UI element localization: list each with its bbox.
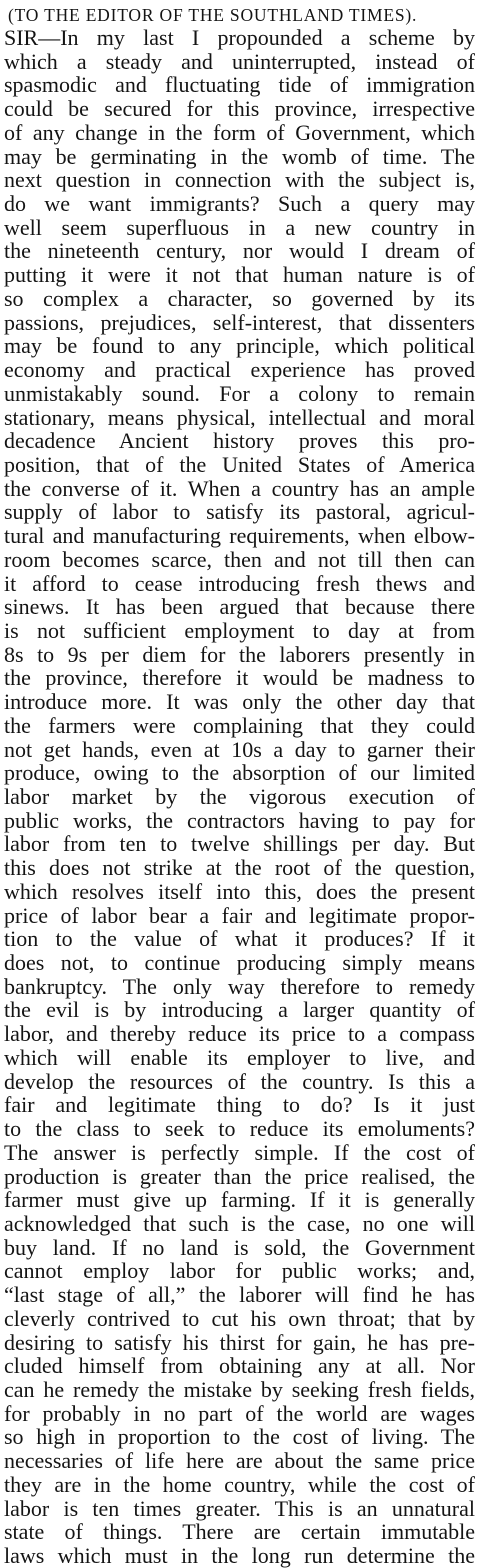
letter-body bbox=[4, 26, 475, 1568]
text-line: could be secured for this province, irrespective bbox=[4, 96, 475, 122]
text-line: cleverly contrived to cut his own throat; that by bbox=[4, 1305, 475, 1331]
text-line: fair and legitimate thing to do? Is it just bbox=[4, 1092, 475, 1118]
text-line: “last stage of all,” the laborer will find he has bbox=[4, 1282, 475, 1308]
text-line: desiring to satisfy his thirst for gain, he has pre- bbox=[4, 1329, 475, 1355]
text-line: of any change in the form of Government, which bbox=[4, 119, 475, 145]
text-line: spasmodic and fluctuating tide of immigration bbox=[4, 72, 475, 98]
text-line: do we want immigrants? Such a query may bbox=[4, 191, 475, 217]
text-line: for probably in no part of the world are wages bbox=[4, 1400, 475, 1426]
text-line: labor from ten to twelve shillings per day. But bbox=[4, 831, 475, 857]
text-line: price of labor bear a fair and legitimate propor- bbox=[4, 902, 475, 928]
text-line: the province, therefore it would be madness to bbox=[4, 665, 475, 691]
text-line: unmistakably sound. For a colony to remain bbox=[4, 380, 475, 406]
text-line: so high in proportion to the cost of living. The bbox=[4, 1424, 475, 1450]
text-line: which a steady and uninterrupted, instead of bbox=[4, 48, 475, 74]
text-line: tion to the value of what it produces? If it bbox=[4, 926, 475, 952]
text-line: supply of labor to satisfy its pastoral, agricul- bbox=[4, 499, 475, 525]
text-line: introduce more. It was only the other day that bbox=[4, 689, 475, 715]
letter-heading: (TO THE EDITOR OF THE SOUTHLAND TIMES). bbox=[8, 5, 418, 25]
text-line: necessaries of life here are about the same price bbox=[4, 1448, 475, 1474]
text-line: public works, the contractors having to pay for bbox=[4, 807, 475, 833]
text-line: cannot employ labor for public works; and, bbox=[4, 1258, 475, 1284]
text-line: they are in the home country, while the cost of bbox=[4, 1471, 475, 1497]
text-line: decadence Ancient history proves this pro- bbox=[4, 428, 475, 454]
text-line: passions, prejudices, self-interest, that dissenters bbox=[4, 309, 475, 335]
text-line: it afford to cease introducing fresh thews and bbox=[4, 570, 475, 596]
text-line: economy and practical experience has proved bbox=[4, 357, 475, 383]
text-line: 8s to 9s per diem for the laborers presently in bbox=[4, 641, 475, 667]
text-line: The answer is perfectly simple. If the cost of bbox=[4, 1139, 475, 1165]
text-line: the nineteenth century, nor would I dream of bbox=[4, 238, 475, 264]
text-line: acknowledged that such is the case, no one will bbox=[4, 1210, 475, 1236]
text-line: not get hands, even at 10s a day to garner their bbox=[4, 736, 475, 762]
text-line: sinews. It has been argued that because there bbox=[4, 594, 475, 620]
text-line: laws which must in the long run determine the bbox=[4, 1543, 475, 1568]
text-line: produce, owing to the absorption of our limited bbox=[4, 760, 475, 786]
text-line: putting it were it not that human nature is of bbox=[4, 262, 475, 288]
text-line: well seem superfluous in a new country in bbox=[4, 214, 475, 240]
text-line: which resolves itself into this, does the present bbox=[4, 878, 475, 904]
text-line: tural and manufacturing requirements, when elbow- bbox=[4, 523, 475, 549]
text-line: labor, and thereby reduce its price to a compass bbox=[4, 1021, 475, 1047]
text-line: to the class to seek to reduce its emoluments? bbox=[4, 1116, 475, 1142]
text-line: may be found to any principle, which political bbox=[4, 333, 475, 359]
text-line: buy land. If no land is sold, the Government bbox=[4, 1234, 475, 1260]
text-line: cluded himself from obtaining any at all. Nor bbox=[4, 1353, 475, 1379]
text-line: so complex a character, so governed by its bbox=[4, 285, 475, 311]
text-line: which will enable its employer to live, and bbox=[4, 1044, 475, 1070]
text-line: is not sufficient employment to day at from bbox=[4, 617, 475, 643]
text-line: labor is ten times greater. This is an unnatural bbox=[4, 1495, 475, 1521]
text-line: next question in connection with the subject is, bbox=[4, 167, 475, 193]
text-line: position, that of the United States of America bbox=[4, 451, 475, 477]
text-line: production is greater than the price realised, the bbox=[4, 1163, 475, 1189]
text-line: room becomes scarce, then and not till then can bbox=[4, 546, 475, 572]
text-line: this does not strike at the root of the question, bbox=[4, 855, 475, 881]
text-line: the converse of it. When a country has an ample bbox=[4, 475, 475, 501]
text-line: the evil is by introducing a larger quantity of bbox=[4, 997, 475, 1023]
text-line: may be germinating in the womb of time. The bbox=[4, 143, 475, 169]
text-line: farmer must give up farming. If it is generally bbox=[4, 1187, 475, 1213]
text-line: stationary, means physical, intellectual and moral bbox=[4, 404, 475, 430]
text-line: labor market by the vigorous execution of bbox=[4, 784, 475, 809]
text-line: state of things. There are certain immutable bbox=[4, 1519, 475, 1545]
text-line: can he remedy the mistake by seeking fresh fields, bbox=[4, 1376, 475, 1402]
text-line: the farmers were complaining that they could bbox=[4, 712, 475, 738]
text-line: SIR—In my last I propounded a scheme by bbox=[4, 25, 475, 50]
text-line: develop the resources of the country. Is this a bbox=[4, 1068, 475, 1094]
text-line: does not, to continue producing simply means bbox=[4, 950, 475, 976]
text-line: bankruptcy. The only way therefore to remedy bbox=[4, 973, 475, 999]
